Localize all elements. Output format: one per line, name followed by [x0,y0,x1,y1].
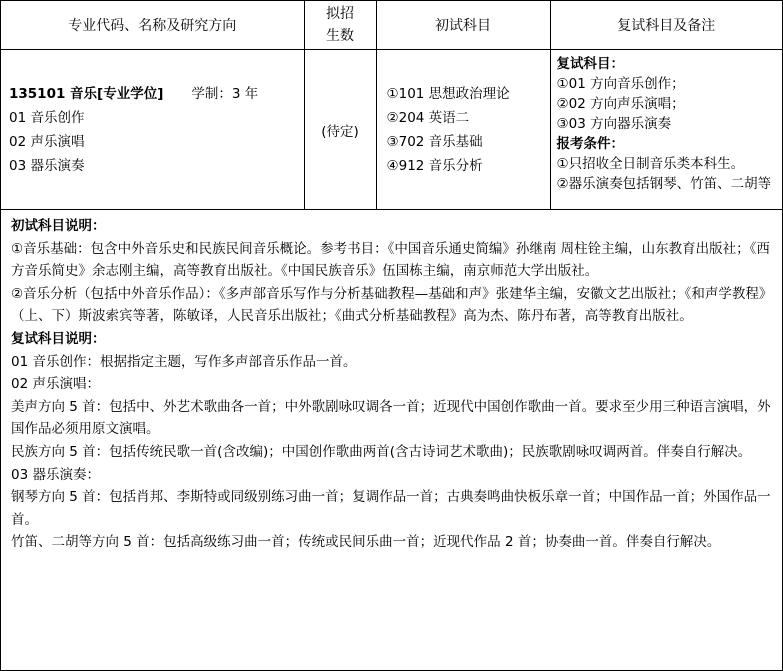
retest-subject-item: ③03 方向器乐演奏 [556,116,672,132]
retest-note-item: 03 器乐演奏： [11,466,100,483]
retest-note-item: 竹笛、二胡等方向 5 首：包括高级练习曲一首；传统或民间乐曲一首；近现代作品 2 首；协奏曲一首。伴奏自行解决。 [11,534,721,551]
retest-notes-title: 复试科目说明： [11,330,106,347]
major-duration: 学制：3 年 [191,85,259,102]
retest-note-item: 02 声乐演唱： [11,376,100,393]
header-row [1,1,782,50]
exam-subject-item: ①101 思想政治理论 [386,85,510,102]
direction-item: 02 声乐演唱 [9,133,85,150]
retest-subject-item: ②02 方向声乐演唱； [556,96,685,112]
initial-notes-title: 初试科目说明： [11,218,106,234]
retest-subjects-title: 复试科目： [556,56,624,72]
exam-subject-item: ②204 英语二 [386,109,470,126]
direction-item: 01 音乐创作 [9,109,85,126]
condition-item: ①只招收全日制音乐类本科生。 [556,156,745,172]
header-retest: 复试科目及备注 [550,1,782,50]
exam-subject-item: ③702 音乐基础 [386,133,483,150]
header-enrollment-line1: 拟招 [326,6,354,22]
program-table [1,1,782,210]
major-cell [1,50,304,210]
retest-note-item: 民族方向 5 首：包括传统民歌一首(含改编)；中国创作歌曲两首(含古诗词艺术歌曲)；民族歌剧咏叹调两首。伴奏自行解决。 [11,443,752,460]
header-enrollment-line2: 生数 [326,28,354,44]
header-enrollment [304,1,376,50]
exam-subject-item: ④912 音乐分析 [386,157,483,174]
enrollment-cell: (待定) [304,50,376,210]
retest-note-item: 钢琴方向 5 首：包括肖邦、李斯特或同级别练习曲一首；复调作品一首；古典奏鸣曲快板乐章一首；中国作品一首；外国作品一首。 [11,489,771,528]
conditions-title: 报考条件： [556,136,624,152]
major-code-name: 135101 音乐[专业学位] [9,85,164,102]
program-row [1,50,782,210]
initial-note-item: ①音乐基础：包含中外音乐史和民族民间音乐概论。参考书目：《中国音乐通史简编》孙继南 周柱铨主编，山东教育出版社；《西方音乐简史》余志刚主编，高等教育出版社。《中国民族音乐》伍国栋主编，南京师范大学出版社。 [11,240,770,280]
notes-section [1,210,782,554]
retest-note-item: 01 音乐创作：根据指定主题，写作多声部音乐作品一首。 [11,353,357,370]
initial-note-item: ②音乐分析（包括中外音乐作品）：《多声部音乐写作与分析基础教程—基础和声》张建华主编，安徽文艺出版社；《和声学教程》（上、下）斯波索宾等著，陈敏译，人民音乐出版社；《曲式分析基础教程》高为杰、陈丹布著，高等教育出版社。 [11,285,766,325]
exam-subjects-cell [376,50,550,210]
condition-item: ②器乐演奏包括钢琴、竹笛、二胡等 [556,176,772,192]
retest-cell [550,50,782,210]
retest-note-item: 美声方向 5 首：包括中、外艺术歌曲各一首；中外歌剧咏叹调各一首；近现代中国创作歌曲一首。要求至少用三种语言演唱，外国作品必须用原文演唱。 [11,398,771,438]
direction-item: 03 器乐演奏 [9,157,85,174]
header-exam-subjects: 初试科目 [376,1,550,50]
header-major: 专业代码、名称及研究方向 [1,1,304,50]
retest-subject-item: ①01 方向音乐创作； [556,76,685,92]
